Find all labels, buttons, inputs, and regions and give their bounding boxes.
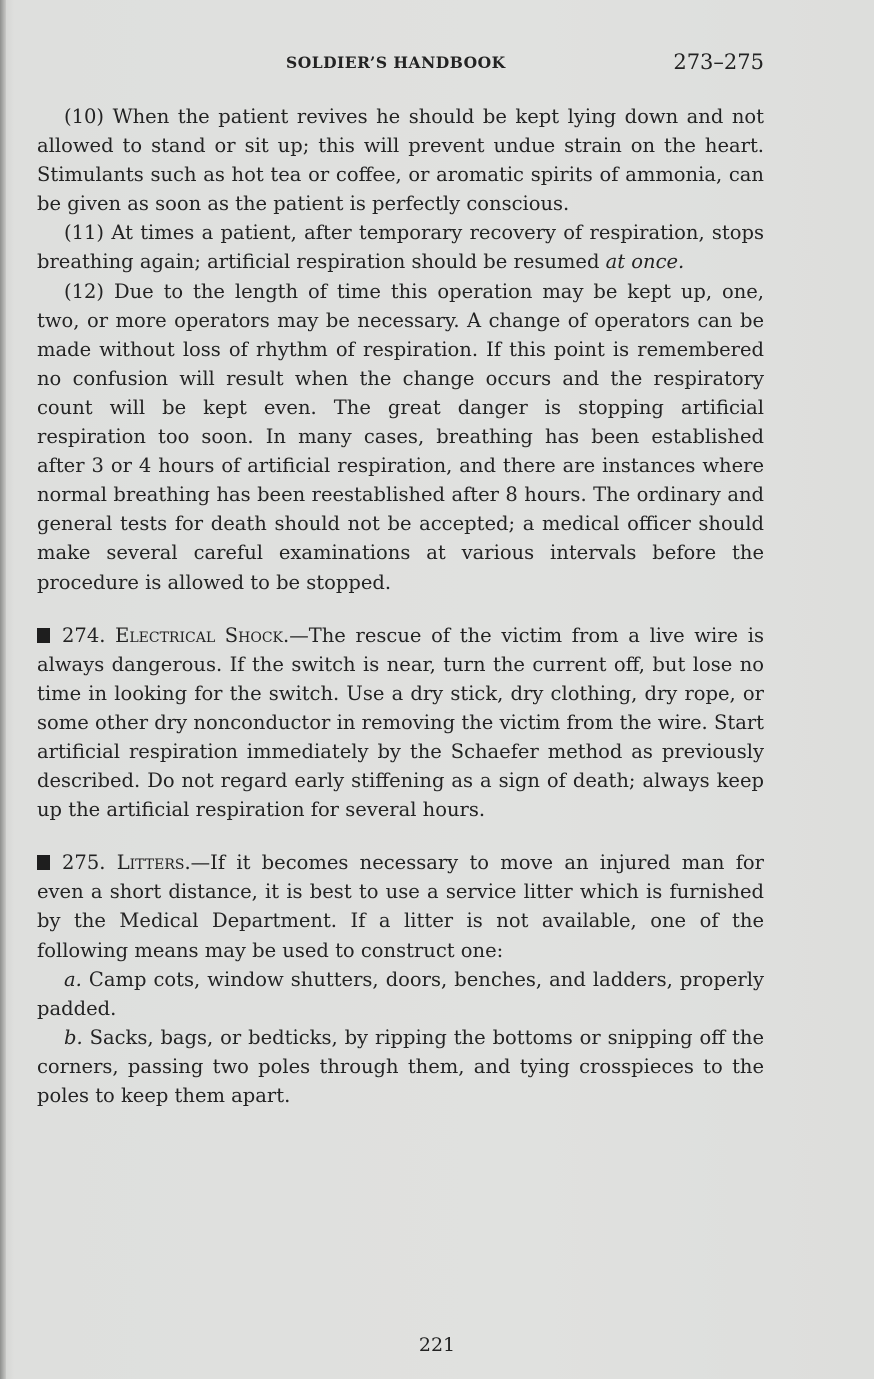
section-text: —The rescue of the victim from a live wire is always dangerous. If the switch is near, turn the current off, but lose no time in looking for the switch. Use a dry stick, dry clothing, dry rope, or some other dry nonconductor in removing the victim from the wire. Start artificial respiration immediately by the Schaefer method as previously described. Do not regard early stiffening as a sign of death; always keep up the artificial respiration for several hours.	[37, 623, 765, 822]
section-275	[37, 848, 764, 964]
paragraph-11	[37, 218, 764, 276]
list-item-a	[37, 965, 764, 1023]
paragraph-text: Due to the length of time this operation may be kept up, one, two, or more operators may be necessary. A change of operators can be made without loss of rhythm of respiration. If this point is remembered no confusion will result when the change occurs and the respiratory count will be kept even. The great danger is stopping artificial respiration too soon. In many cases, breathing has been established after 3 or 4 hours of artificial respiration, and there are instances where normal breathing has been reestablished after 8 hours. The ordinary and general tests for death should not be accepted; a medical officer should make several careful examinations at various intervals before the procedure is allowed to be stopped.	[37, 279, 765, 594]
section-number: 274.	[62, 623, 106, 647]
section-marker-icon	[37, 628, 50, 643]
paragraph-12	[37, 277, 764, 597]
running-head: SOLDIER’S HANDBOOK	[286, 53, 506, 72]
section-marker-icon	[37, 855, 50, 870]
page-header	[37, 50, 764, 80]
paragraph-number: (10)	[64, 105, 105, 128]
paragraph-text: At times a patient, after temporary recovery of respiration, stops breathing again; artificial respiration should be resumed	[37, 221, 764, 274]
list-item-text: Sacks, bags, or bedticks, by ripping the bottoms or snipping off the corners, passing two poles through them, and tying crosspieces to the poles to keep them apart.	[37, 1025, 764, 1107]
section-text: —If it becomes necessary to move an injured man for even a short distance, it is best to use a service litter which is furnished by the Medical Department. If a litter is not available, one of the following means may be used to construct one:	[37, 851, 764, 962]
list-item-b	[37, 1023, 764, 1110]
page-range: 273–275	[673, 50, 764, 74]
paragraph-text: When the patient revives he should be kept lying down and not allowed to stand or sit up; this will prevent undue strain on the heart. Stimulants such as hot tea or coffee, or aromatic spirits of ammonia, can be given as soon as the patient is perfectly conscious.	[37, 105, 764, 216]
paragraph-10	[37, 102, 764, 218]
section-title: Electrical Shock.	[115, 623, 290, 647]
page-number: 221	[418, 1334, 456, 1356]
page-body	[37, 102, 764, 1110]
emphasis-text: at once.	[605, 250, 685, 274]
paragraph-number: (11)	[64, 221, 105, 245]
binding-edge	[0, 0, 6, 1379]
list-letter: b.	[64, 1025, 83, 1049]
section-number: 275.	[62, 851, 106, 875]
paragraph-number: (12)	[64, 279, 105, 303]
section-274	[37, 621, 764, 825]
list-item-text: Camp cots, window shutters, doors, benches, and ladders, properly padded.	[37, 967, 764, 1020]
list-letter: a.	[64, 967, 82, 991]
section-title: Litters.	[116, 851, 191, 875]
